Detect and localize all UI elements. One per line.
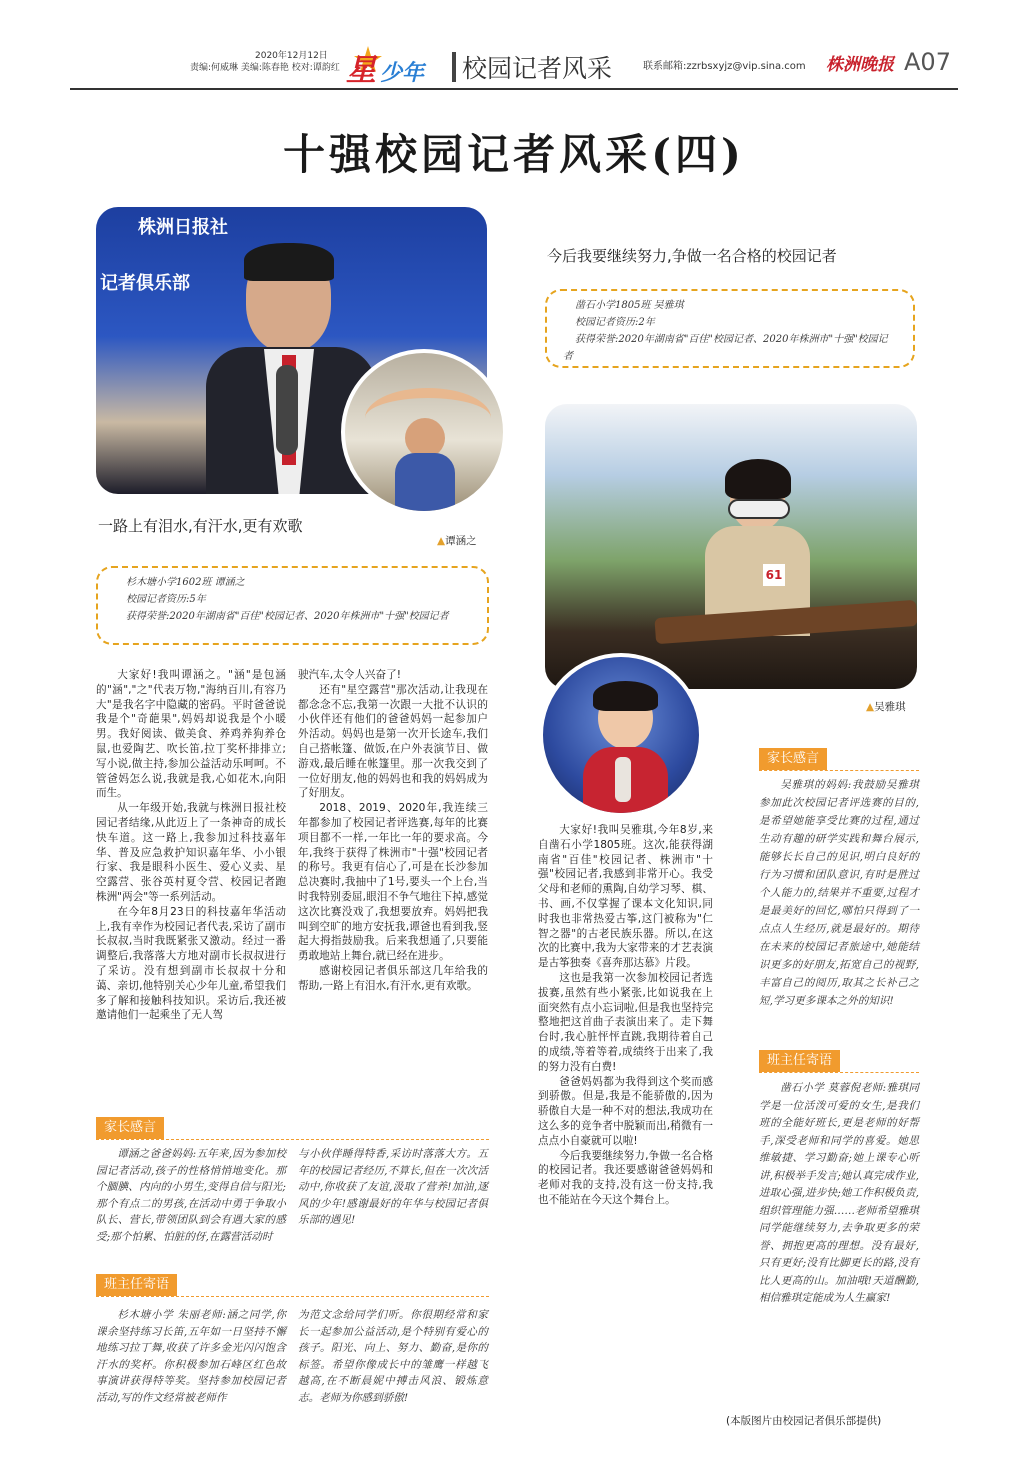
right-teacher-col bbox=[759, 1080, 919, 1308]
staff-credits: 责编:何威琳 美编:陈春艳 校对:谭韵红 bbox=[190, 63, 340, 73]
right-parent-rule bbox=[759, 770, 919, 771]
left-parent-col-2 bbox=[298, 1146, 488, 1229]
left-body-para: 感谢校园记者俱乐部这几年给我的帮助,一路上有泪水,有汗水,更有欢歌。 bbox=[298, 964, 488, 992]
right-parent-tag: 家长感言 bbox=[759, 748, 827, 770]
left-photo-caption bbox=[437, 533, 477, 548]
left-teacher-col-2 bbox=[298, 1307, 488, 1406]
portrait-hair bbox=[593, 681, 658, 711]
right-profile-box bbox=[545, 289, 915, 368]
left-parent-text-2: 与小伙伴睡得特香,采访时落落大方。五年的校园记者经历,不算长,但在一次次活动中,你收获了友谊,汲取了营养!加油,逐风的少年!感谢最好的年华与校园记者俱乐部的遇见! bbox=[298, 1148, 488, 1226]
contestant-bib: 61 bbox=[763, 564, 785, 586]
photo-stage-sign: 株洲日报社 bbox=[138, 217, 228, 238]
right-body-col bbox=[538, 823, 713, 1208]
left-body-para: 驶汽车,太令人兴奋了! bbox=[298, 669, 401, 681]
left-teacher-text: 杉木塘小学 朱丽老师:涵之同学,你课余坚持练习长笛,五年如一日坚持不懈地练习拉丁舞,收获了许多金光闪闪饱含汗水的奖杯。你积极参加石峰区红色故事演讲获得特等奖。坚持参加校园记者活动,写的作文经常被老师作 bbox=[96, 1309, 286, 1404]
section-divider bbox=[452, 52, 456, 82]
photo-wu-yaqi-guzheng bbox=[545, 404, 917, 689]
left-parent-col-1 bbox=[96, 1146, 286, 1245]
left-body-col-1 bbox=[96, 668, 286, 1023]
left-parent-rule bbox=[96, 1139, 489, 1140]
left-parent-tag: 家长感言 bbox=[96, 1117, 164, 1139]
eye-mask-icon bbox=[728, 499, 790, 519]
boy-hair bbox=[244, 243, 334, 281]
right-caption-text: 吴雅琪 bbox=[874, 701, 906, 713]
left-teacher-text-2: 为范文念给同学们听。你很期经常和家长一起参加公益活动,是个特别有爱心的孩子。阳光、向上、努力、勤奋,是你的标签。希望你像成长中的雏鹰一样越飞越高,在不断晨妮中搏击风浪、锻炼意志。老师为你感到骄傲! bbox=[298, 1309, 488, 1404]
header-rule bbox=[70, 88, 958, 90]
photo-inset-portrait bbox=[539, 653, 703, 817]
photo-stage-sign-2: 记者俱乐部 bbox=[100, 273, 190, 294]
right-profile-line-2: 校园记者资历:2年 bbox=[575, 317, 655, 328]
right-headline: 今后我要继续努力,争做一名合格的校园记者 bbox=[547, 247, 837, 265]
left-body-para: 还有"星空露营"那次活动,让我现在都念念不忘,我第一次跟一大批不认识的小伙伴还有他们的爸爸妈妈一起参加户外活动。妈妈也是第一次开长途车,我们自己搭帐篷、做饭,在户外表演节目、做游戏,最后睡在帐篷里。那一次我交到了一位好朋友,他的妈妈也和我的妈妈成为了好朋友。 bbox=[298, 683, 488, 800]
trophy-icon bbox=[615, 757, 631, 802]
left-body-col-2 bbox=[298, 668, 488, 994]
page-number: A07 bbox=[904, 48, 951, 76]
contact-email: 联系邮箱:zzrbsxyjz@vip.sina.com bbox=[643, 61, 806, 72]
right-profile-line-1: 凿石小学1805班 吴雅琪 bbox=[575, 300, 684, 311]
caption-triangle-icon: ▲ bbox=[866, 701, 875, 713]
right-body-para: 这也是我第一次参加校园记者选拔赛,虽然有些小紧张,比如说我在上面突然有点小忘词啦,但是我也坚持完整地把这首曲子表演出来了。走下舞台时,我心脏怦怦直跳,我期待着自己的成绩,等着等着,成绩终于出来了,我的努力没有白费! bbox=[538, 971, 713, 1073]
left-teacher-col-1 bbox=[96, 1307, 286, 1406]
child-shirt bbox=[395, 453, 455, 515]
right-body-para: 大家好!我叫吴雅琪,今年8岁,来自凿石小学1805班。这次,能获得湖南省"百佳"校园记者、株洲市"十强"校园记者,我感到非常开心。我受父母和老师的熏陶,自幼学习琴、棋、书、画,不仅掌握了课本文化知识,同时我也非常热爱古筝,这门被称为"仁智之器"的古老民族乐器。所以,在这次的比赛中,我为大家带来的才艺表演是古筝独奏《喜奔那达慕》片段。 bbox=[538, 824, 713, 970]
left-body-para: 大家好!我叫谭涵之。"涵"是包涵的"涵","之"代表万物,"海纳百川,有容乃大"是我名字中隐藏的密码。平时爸爸说我是个"奇葩果",妈妈却说我是个小暖男。我好阅读、做美食、养鸡养狗养仓鼠,也爱陶艺、吹长笛,拉丁奖杯排排立;写小说,做主持,参加公益活动乐呵呵。不管爸妈怎么说,我就是我,心如花木,向阳而生。 bbox=[96, 669, 286, 800]
left-body-para: 在今年8月23日的科技嘉年华活动上,我有幸作为校园记者代表,采访了副市长叔叔,当时我既紧张又激动。经过一番调整后,我落落大方地对副市长叔叔进行了采访。没有想到副市长叔叔十分和蔼、亲切,他特别关心少年儿童,希望我们多了解和接触科技知识。采访后,我还被邀请他们一起乘坐了无人驾 bbox=[96, 905, 286, 1022]
photo-credit: (本版图片由校园记者俱乐部提供) bbox=[726, 1415, 882, 1427]
caption-triangle-icon: ▲ bbox=[437, 535, 446, 547]
left-body-para: 从一年级开始,我就与株洲日报社校园记者结缘,从此迈上了一条神奇的成长快车道。这一路上,我参加过科技嘉年华、普及应急救护知识嘉年华、小小银行家、我是眼科小医生、爱心义卖、星空露营、张谷英村夏令营、校园记者跑株洲"两会"等一系列活动。 bbox=[96, 802, 286, 903]
paper-name: 株洲晚报 bbox=[826, 55, 894, 75]
section-logo bbox=[342, 44, 442, 86]
left-teacher-tag: 班主任寄语 bbox=[96, 1274, 177, 1296]
right-teacher-text: 凿石小学 莫蓉倪老师:雅琪同学是一位活泼可爱的女生,是我们班的全能好班长,更是老师的好帮手,深受老师和同学的喜爱。她思维敏捷、学习勤奋;她上课专心听讲,积极举手发言;她认真完成作业,进取心强,进步快;她工作积极负责,组织管理能力强……老师希望雅琪同学能继续努力,去争取更多的荣誉、拥抱更高的理想。没有最好,只有更好;没有比脚更长的路,没有比人更高的山。加油哦!天道酬勤,相信雅琪定能成为人生赢家! bbox=[759, 1082, 919, 1304]
right-parent-col bbox=[759, 776, 919, 1010]
section-title: 校园记者风采 bbox=[462, 54, 613, 83]
right-body-para: 今后我要继续努力,争做一名合格的校园记者。我还要感谢爸爸妈妈和老师对我的支持,没有这一份支持,我也不能站在今天这个舞台上。 bbox=[538, 1149, 713, 1206]
right-teacher-tag: 班主任寄语 bbox=[759, 1050, 840, 1072]
left-profile-line-2: 校园记者资历:5年 bbox=[126, 594, 206, 605]
page-banner: 十强校园记者风采(四) bbox=[283, 130, 745, 179]
girl-hair bbox=[725, 459, 791, 499]
left-teacher-rule bbox=[96, 1296, 489, 1297]
right-photo-caption bbox=[866, 699, 906, 714]
issue-date: 2020年12月12日 bbox=[255, 51, 328, 61]
child-head bbox=[405, 418, 445, 458]
svg-text:星: 星 bbox=[346, 53, 376, 86]
left-profile-line-3: 获得荣誉:2020年湖南省"百佳"校园记者、2020年株洲市"十强"校园记者 bbox=[126, 611, 449, 622]
left-parent-text: 谭涵之爸爸妈妈:五年来,因为参加校园记者活动,孩子的性格悄悄地变化。那个腼腆、内向的小男生,变得自信与阳光;那个有点二的男孩,在活动中勇于争取小队长、营长,带领团队到会有遇大家的感受;那个怕累、怕脏的伢,在露营活动时 bbox=[96, 1148, 286, 1243]
right-parent-text: 吴雅琪的妈妈:我鼓励吴雅琪参加此次校园记者评选赛的目的,是希望她能享受比赛的过程,通过生动有趣的研学实践和舞台展示,能够长长自己的见识,明白良好的行为习惯和团队意识,有时是胜过个人能力的,结果并不重要,过程才是最美好的回忆,哪怕只得到了一点点人生经历,就是最好的。期待在未来的校园记者旅途中,她能结识更多的好朋友,拓宽自己的视野,丰富自己的阅历,取其之长补己之短,学习更多课本之外的知识! bbox=[759, 779, 919, 1007]
left-profile-line-1: 杉木塘小学1602班 谭涵之 bbox=[126, 577, 245, 588]
left-headline: 一路上有泪水,有汗水,更有欢歌 bbox=[98, 517, 303, 535]
right-body-para: 爸爸妈妈都为我得到这个奖而感到骄傲。但是,我是不能骄傲的,因为骄傲自大是一种不对的想法,我成功在这么多的竞争者中脱颖而出,稍微有一点点小自豪就可以啦! bbox=[538, 1075, 713, 1147]
left-caption-text: 谭涵之 bbox=[445, 535, 477, 547]
right-teacher-rule bbox=[759, 1072, 919, 1073]
right-profile-line-3: 获得荣誉:2020年湖南省"百佳"校园记者、2020年株洲市"十强"校园记者 bbox=[563, 334, 888, 362]
microphone-icon bbox=[276, 365, 298, 455]
left-body-para: 2018、2019、2020年,我连续三年都参加了校园记者评选赛,每年的比赛项目都不一样,一年比一年的要求高。今年,我终于获得了株洲市"十强"校园记者的称号。我更有信心了,可是在长沙参加总决赛时,我抽中了1号,要头一个上台,当时我特别委屈,眼泪不争气地往下掉,感觉这次比赛没戏了,我想要放弃。妈妈把我叫到空旷的地方安抚我,谭爸也看到我,竖起大拇指鼓励我。后来我想通了,只要能勇敢地站上舞台,就已经在进步。 bbox=[298, 802, 488, 963]
left-profile-box bbox=[96, 566, 489, 645]
svg-text:少年: 少年 bbox=[380, 61, 425, 86]
photo-inset-mountain bbox=[341, 349, 507, 515]
